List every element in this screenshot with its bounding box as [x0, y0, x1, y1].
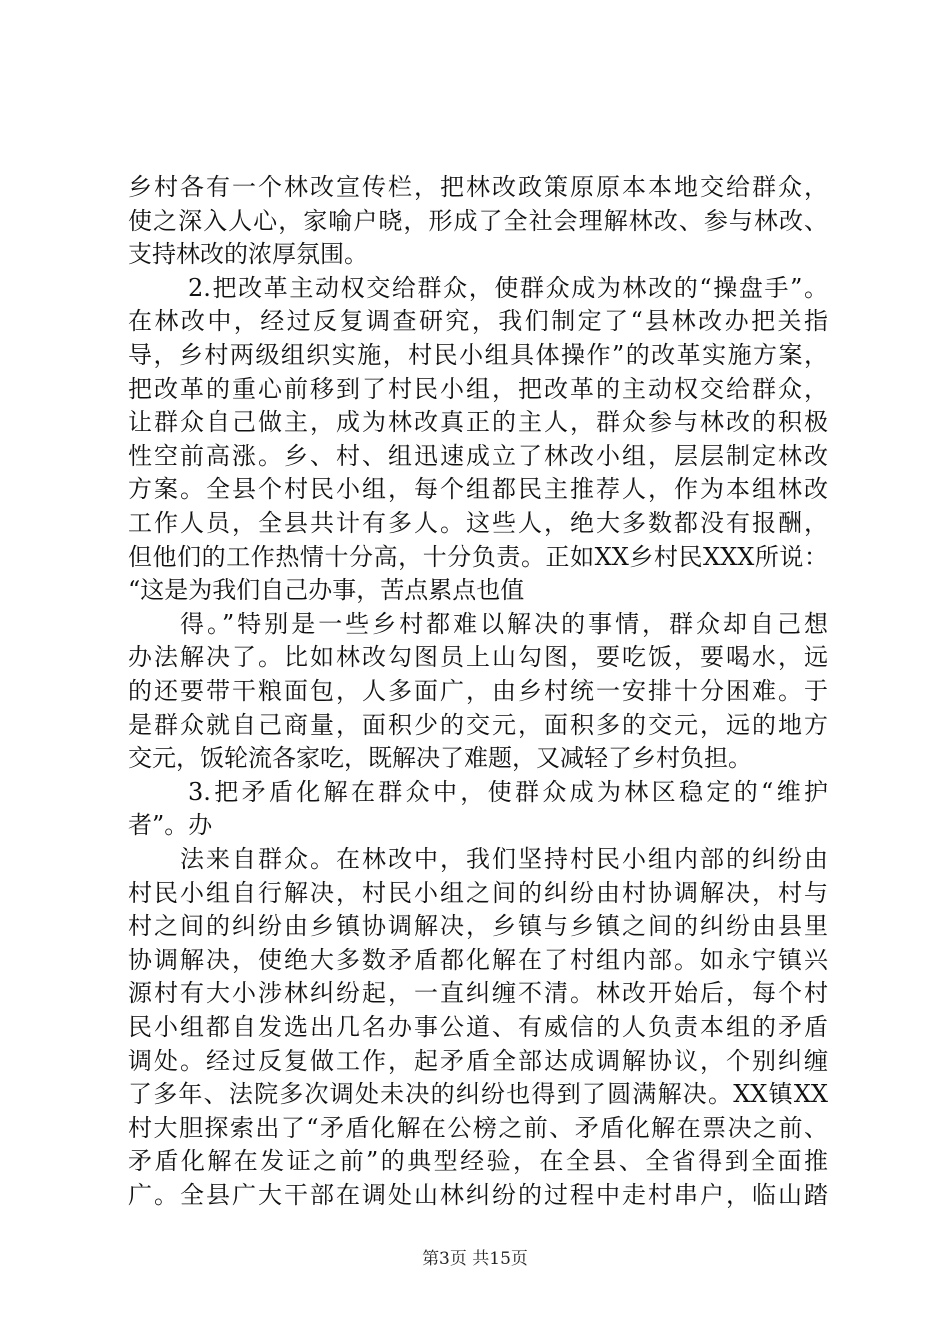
section-heading-3: 3.把矛盾化解在群众中，使群众成为林区稳定的“维护 — [188, 778, 828, 806]
text-line: 导，乡村两级组织实施，村民小组具体操作”的改革实施方案， — [128, 341, 828, 369]
text-line: 得。”特别是一些乡村都难以解决的事情，群众却自己想 — [180, 610, 828, 638]
text-line: 源村有大小涉林纠纷起，一直纠缠不清。林改开始后，每个村 — [128, 979, 828, 1007]
text-line: 是群众就自己商量，面积少的交元，面积多的交元，远的地方 — [128, 711, 828, 739]
text-line: 但他们的工作热情十分高，十分负责。正如XX乡村民XXX所说： — [128, 543, 828, 571]
text-line: 法来自群众。在林改中，我们坚持村民小组内部的纠纷由 — [180, 845, 828, 873]
page-number-footer: 第3页 共15页 — [422, 1249, 528, 1269]
text-line: 广。全县广大干部在调处山林纠纷的过程中走村串户，临山踏 — [128, 1181, 828, 1209]
text-line: 支持林改的浓厚氛围。 — [128, 240, 368, 268]
text-line: 村大胆探索出了“矛盾化解在公榜之前、矛盾化解在票决之前、 — [128, 1114, 828, 1142]
section-heading-2: 2.把改革主动权交给群众，使群众成为林改的“操盘手”。 — [188, 274, 828, 302]
text-line: 使之深入人心，家喻户晓，形成了全社会理解林改、参与林改、 — [128, 207, 828, 235]
text-line: 协调解决，使绝大多数矛盾都化解在了村组内部。如永宁镇兴 — [128, 946, 828, 974]
text-line: 工作人员，全县共计有多人。这些人，绝大多数都没有报酬， — [128, 509, 828, 537]
text-line: 调处。经过反复做工作，起矛盾全部达成调解协议，个别纠缠 — [128, 1047, 828, 1075]
text-line: 把改革的重心前移到了村民小组，把改革的主动权交给群众， — [128, 375, 828, 403]
text-line: 性空前高涨。乡、村、组迅速成立了林改小组，层层制定林改 — [128, 442, 828, 470]
text-line: 让群众自己做主，成为林改真正的主人，群众参与林改的积极 — [128, 408, 828, 436]
text-line: “这是为我们自己办事，苦点累点也值 — [128, 576, 525, 604]
text-line: 乡村各有一个林改宣传栏，把林改政策原原本本地交给群众， — [128, 173, 828, 201]
text-line: 的还要带干粮面包，人多面广，由乡村统一安排十分困难。于 — [128, 677, 828, 705]
text-line: 交元，饭轮流各家吃，既解决了难题，又减轻了乡村负担。 — [128, 744, 752, 772]
text-line: 方案。全县个村民小组，每个组都民主推荐人，作为本组林改 — [128, 475, 828, 503]
text-line: 民小组都自发选出几名办事公道、有威信的人负责本组的矛盾 — [128, 1013, 828, 1041]
text-line: 在林改中，经过反复调查研究，我们制定了“县林改办把关指 — [128, 307, 828, 335]
text-line: 办法解决了。比如林改勾图员上山勾图，要吃饭，要喝水，远 — [128, 643, 828, 671]
text-line: 村之间的纠纷由乡镇协调解决，乡镇与乡镇之间的纠纷由县里 — [128, 912, 828, 940]
text-line: 者”。办 — [128, 811, 213, 839]
text-line: 村民小组自行解决，村民小组之间的纠纷由村协调解决，村与 — [128, 879, 828, 907]
text-line: 了多年、法院多次调处未决的纠纷也得到了圆满解决。XX镇XX — [128, 1080, 828, 1108]
text-line: 矛盾化解在发证之前”的典型经验，在全县、全省得到全面推 — [128, 1147, 828, 1175]
